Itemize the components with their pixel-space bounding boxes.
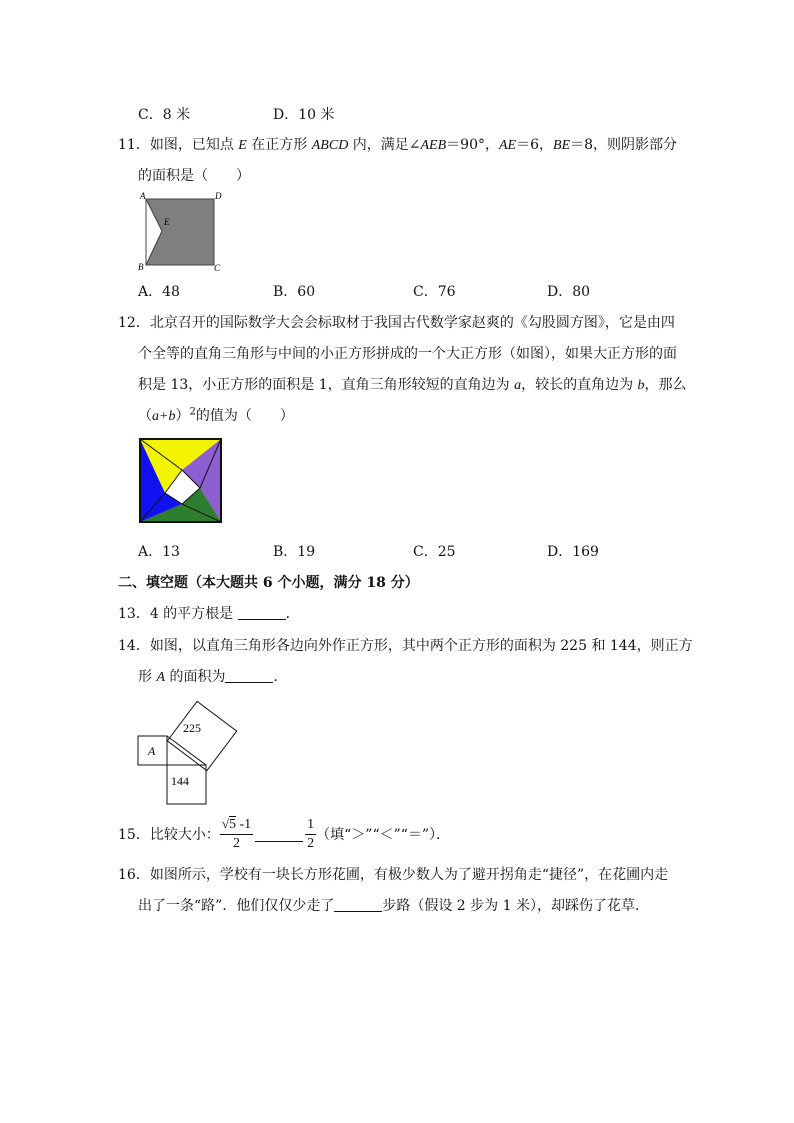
q14-number: 14． [118,638,150,654]
q14-square-225 [162,696,241,775]
q14-label-225: 225 [183,721,201,735]
q14-label-a: A [148,744,156,758]
q12-zhao-shuang-figure [139,438,223,524]
q11-option-b: B．60 [273,284,316,300]
q14-label-144: 144 [171,774,189,788]
q11-label-a: A [140,191,146,201]
q11-number: 11． [118,137,150,153]
q11-label-e: E [164,217,170,227]
q11-option-d: D．80 [547,284,591,300]
q15-number: 15． [118,827,150,843]
q11-label-b: B [138,262,144,272]
q12-line4: $(a+b)^2$的值为（ ） [138,406,294,424]
q12-line3: 积是 13，小正方形的面积是 1，直角三角形较短的直角边为 a，较长的直角边为 b，那么 [138,377,687,393]
q16-line2: 出了一条“路”．他们仅仅少走了 步路（假设 2 步为 1 米），却踩伤了花草． [138,898,649,914]
q15-answer-blank[interactable] [255,827,303,842]
q12-number: 12． [118,315,150,331]
q11-label-c: C [214,263,221,273]
q11-option-c: C．76 [413,284,456,300]
q12-line1: 12．北京召开的国际数学大会会标取材于我国古代数学家赵爽的《勾股圆方图》，它是由四 [118,315,675,331]
q12-option-c: C．25 [413,544,456,560]
q16-line1: 16．如图所示，学校有一块长方形花圃，有极少数人为了避开拐角走“捷径”，在花圃内走 [118,867,669,883]
q14-answer-blank[interactable] [225,668,273,683]
q16-number: 16． [118,867,150,883]
q12-option-d: D．169 [547,544,599,560]
q15: 15． 比较大小： $\frac{√5 -1}{2}$ $\frac{1}{2}$ （填“＞”“＜”“＝”）． [118,816,451,851]
q13: 13．4 的平方根是 ． [118,606,300,622]
q14-line1: 14．如图，以直角三角形各边向外作正方形，其中两个正方形的面积为 225 和 144，则正方 [118,638,693,654]
q11-square-figure [134,188,230,274]
q16-answer-blank[interactable] [334,897,382,912]
q13-number: 13． [118,606,150,622]
q11-option-a: A．48 [138,284,180,300]
q10-option-d: D．10 米 [273,107,335,123]
q12-option-a: A．13 [138,544,180,560]
q11-line2: 的面积是（ ） [138,168,250,184]
q14-squares-figure [132,690,244,808]
q11-label-d: D [215,191,222,201]
q12-line2: 个全等的直角三角形与中间的小正方形拼成的一个大正方形（如图），如果大正方形的面 [138,346,677,362]
q11-line1: 11．如图，已知点 E 在正方形 ABCD 内，满足∠AEB＝90°，AE＝6，BE＝8，则阴影部分 [118,137,678,153]
section-2-title: 二、填空题（本大题共 6 个小题，满分 18 分） [118,575,419,591]
q10-option-c: C．8 米 [138,107,191,123]
q12-option-b: B．19 [273,544,316,560]
q14-line2: 形 A 的面积为 ． [138,669,288,685]
q15-rhs-fraction: $\frac{1}{2}$ [307,816,315,851]
q13-answer-blank[interactable] [238,605,286,620]
q15-lhs-fraction: $\frac{√5 -1}{2}$ [221,816,252,851]
